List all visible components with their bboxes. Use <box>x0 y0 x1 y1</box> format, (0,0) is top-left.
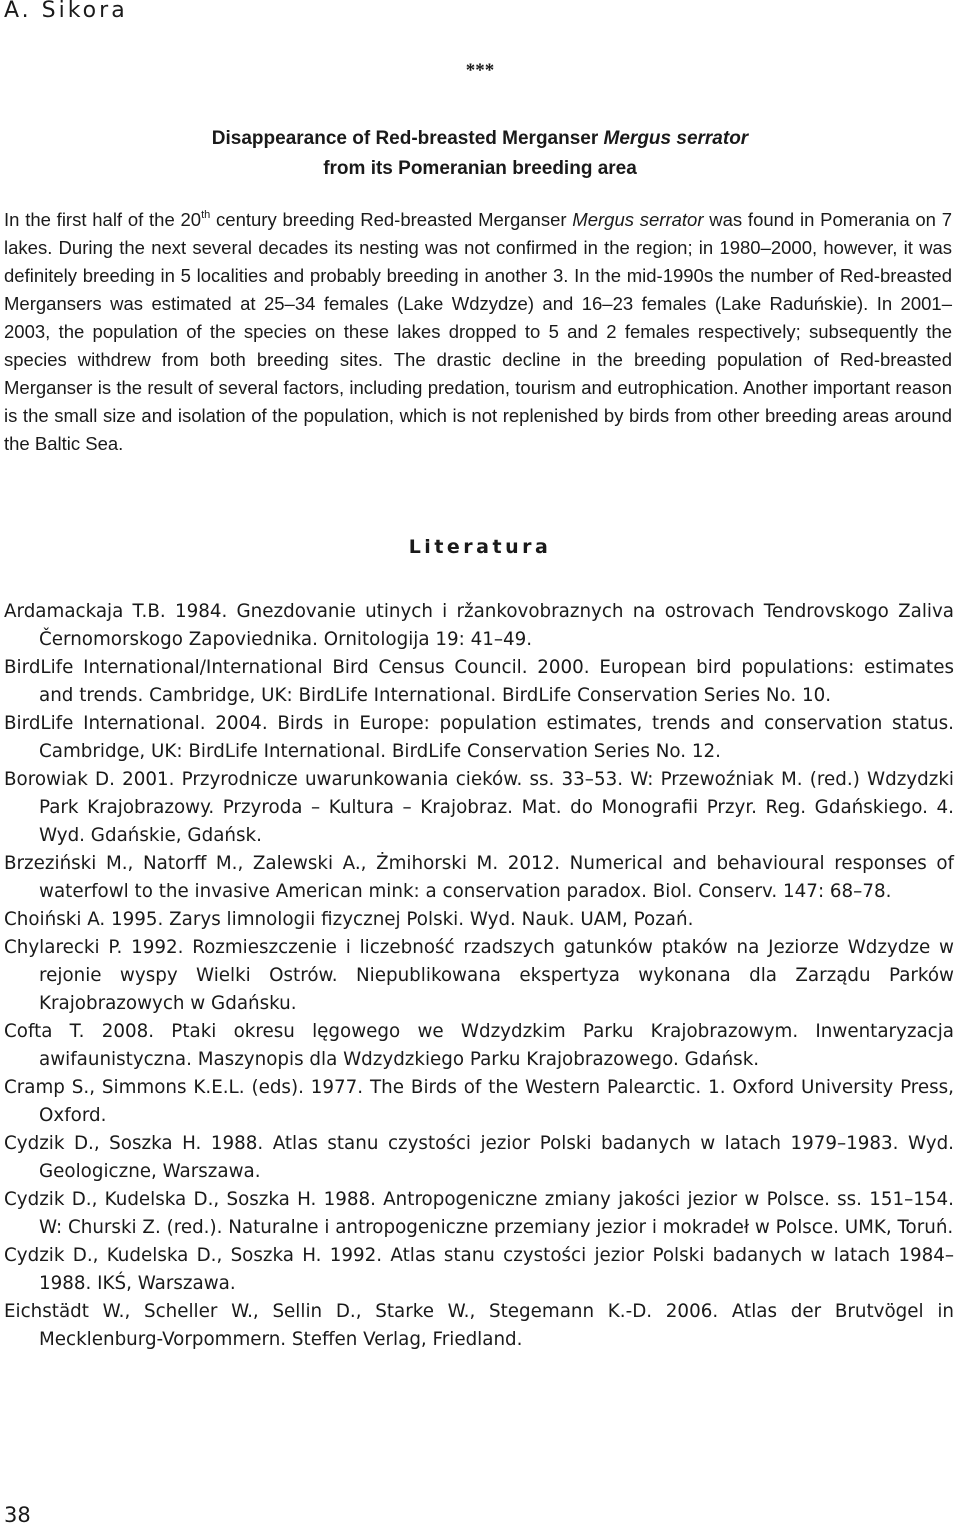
reference-item: Chylarecki P. 1992. Rozmieszczenie i liczebność rzadszych gatunków ptaków na Jeziorze Wdzydze w rejonie wyspy Wielki Ostrów. Niepublikowana ekspertyza wykonana dla Zarządu Parków Krajobrazowych w Gdańsku. <box>4 937 954 1014</box>
reference-list <box>4 598 954 1354</box>
reference-item: Brzeziński M., Natorff M., Zalewski A., Żmihorski M. 2012. Numerical and behavioural responses of waterfowl to the invasive American mink: a conservation paradox. Biol. Conserv. 147: 68–78. <box>4 853 954 902</box>
abstract-species: Mergus serrator <box>572 209 704 230</box>
reference-item: BirdLife International/International Bird Census Council. 2000. European bird populations: estimates and trends. Cambridge, UK: BirdLife International. BirdLife Conservation Series No. 10. <box>4 657 954 706</box>
page-number: 38 <box>4 1503 31 1527</box>
reference-item: Borowiak D. 2001. Przyrodnicze uwarunkowania cieków. ss. 33–53. W: Przewoźniak M. (red.) Wdzydzki Park Krajobrazowy. Przyroda – Kultura – Krajobraz. Mat. do Monografii Przyr. Reg. Gdańskiego. 4. Wyd. Gdańskie, Gdańsk. <box>4 769 954 846</box>
abstract-text-2: century breeding Red-breasted Merganser <box>210 209 573 230</box>
abstract-text-1: In the first half of the 20 <box>4 209 202 230</box>
section-separator: *** <box>465 60 495 81</box>
reference-item: Cofta T. 2008. Ptaki okresu lęgowego we Wdzydzkim Parku Krajobrazowym. Inwentaryzacja awifaunistyczna. Maszynopis dla Wdzydzkiego Parku Krajobrazowego. Gdańsk. <box>4 1021 954 1070</box>
title-line-2: from its Pomeranian breeding area <box>323 158 637 179</box>
title-species: Mergus serrator <box>603 128 749 149</box>
title-line-1 <box>0 124 960 154</box>
reference-item: Cramp S., Simmons K.E.L. (eds). 1977. The Birds of the Western Palearctic. 1. Oxford University Press, Oxford. <box>4 1077 954 1126</box>
running-head: A. Sikora <box>4 0 128 23</box>
abstract-superscript: th <box>201 209 211 221</box>
reference-item: Cydzik D., Soszka H. 1988. Atlas stanu czystości jezior Polski badanych w latach 1979–1983. Wyd. Geologiczne, Warszawa. <box>4 1133 954 1182</box>
title-text: Disappearance of Red-breasted Merganser <box>211 128 604 149</box>
reference-item: Eichstädt W., Scheller W., Sellin D., Starke W., Stegemann K.-D. 2006. Atlas der Brutvögel in Mecklenburg-Vorpommern. Steffen Verlag, Friedland. <box>4 1301 954 1350</box>
literature-heading: Literatura <box>408 536 552 558</box>
reference-item: Choiński A. 1995. Zarys limnologii fizycznej Polski. Wyd. Nauk. UAM, Pozań. <box>4 909 694 930</box>
reference-item: Cydzik D., Kudelska D., Soszka H. 1988. Antropogeniczne zmiany jakości jezior w Polsce. ss. 151–154. W: Churski Z. (red.). Naturalne i antropogeniczne przemiany jezior i mokradeł w Polsce. UMK, Toruń. <box>4 1189 954 1238</box>
reference-item: BirdLife International. 2004. Birds in Europe: population estimates, trends and conservation status. Cambridge, UK: BirdLife International. BirdLife Conservation Series No. 12. <box>4 713 954 762</box>
article-title <box>0 124 960 184</box>
abstract-paragraph <box>4 206 952 458</box>
reference-item: Cydzik D., Kudelska D., Soszka H. 1992. Atlas stanu czystości jezior Polski badanych w latach 1984–1988. IKŚ, Warszawa. <box>4 1245 954 1294</box>
abstract-text-3: was found in Pomerania on 7 lakes. During the next several decades its nesting was not confirmed in the region; in 1980–2000, however, it was definitely breeding in 5 localities and probably breeding in another 3. In the mid-1990s the number of Red-breasted Mergansers was estimated at 25–34 females (Lake Wdzydze) and 16–23 females (Lake Raduńskie). In 2001–2003, the population of the species on these lakes dropped to 5 and 2 females respectively; subsequently the species withdrew from both breeding sites. The drastic decline in the breeding population of Red-breasted Merganser is the result of several factors, including predation, tourism and eutrophication. Another important reason is the small size and isolation of the population, which is not replenished by birds from other breeding areas around the Baltic Sea. <box>4 209 953 454</box>
reference-item: Ardamackaja T.B. 1984. Gnezdovanie utinych i ržankovobraznych na ostrovach Tendrovskogo Zaliva Černomorskogo Zapoviednika. Ornitologija 19: 41–49. <box>4 601 954 650</box>
